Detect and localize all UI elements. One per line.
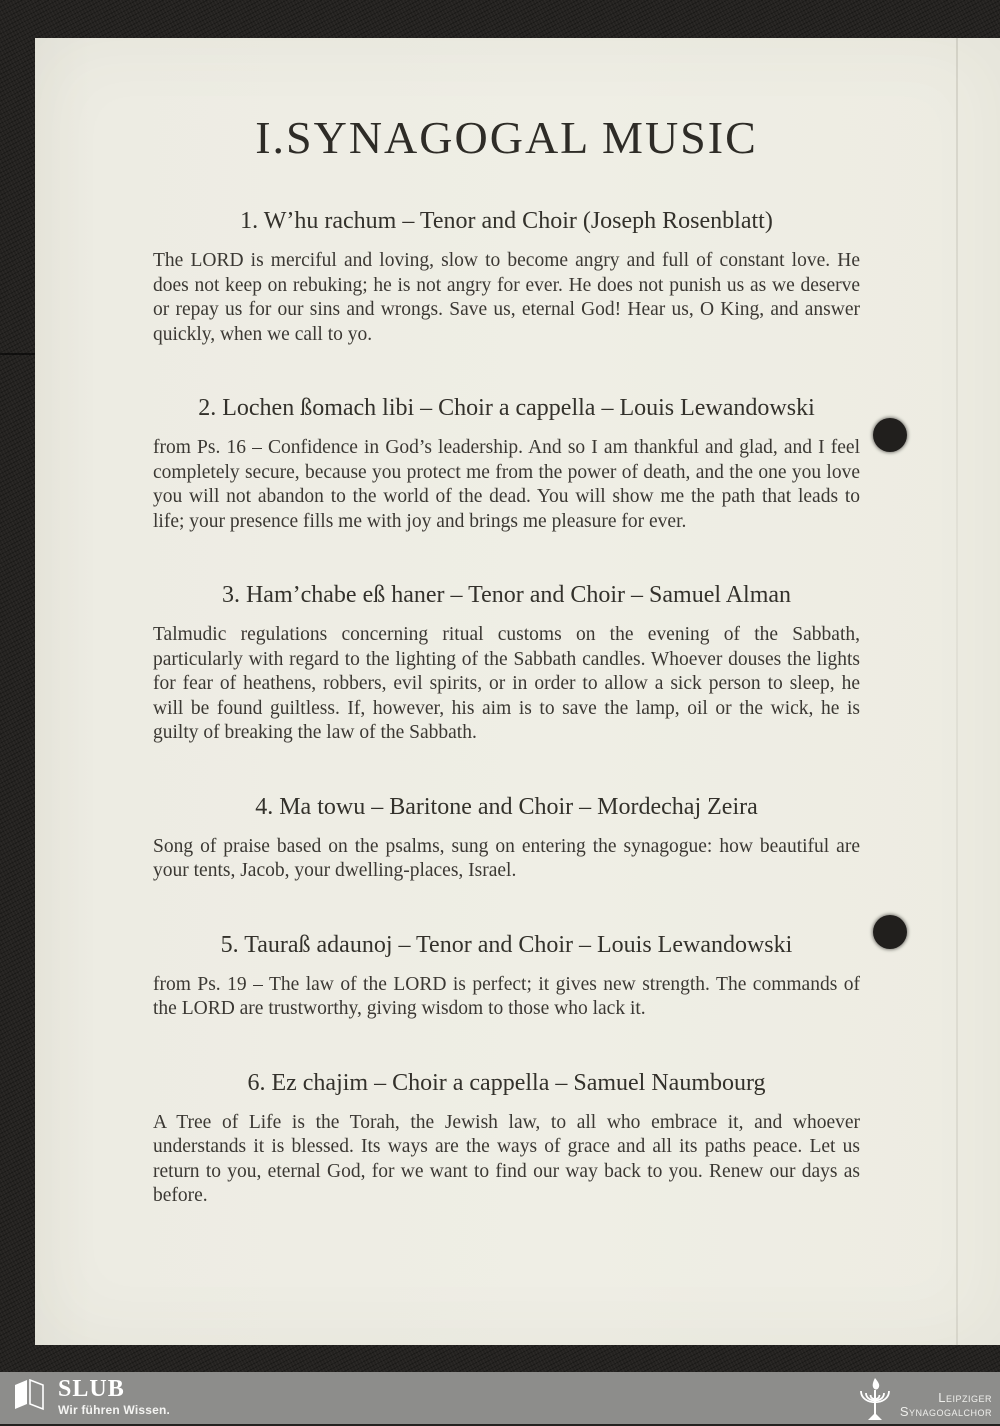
item-heading: 6. Ez chajim – Choir a cappella – Samuel Naumbourg (247, 1069, 766, 1096)
program-item-5 (153, 930, 860, 1022)
program-item-3 (153, 580, 860, 746)
item-heading: 1. W’hu rachum – Tenor and Choir (Joseph Rosenblatt) (240, 208, 773, 234)
program-item-4 (153, 792, 860, 884)
slub-logo-block (0, 1372, 170, 1417)
punch-hole-bottom (873, 915, 907, 949)
item-description: A Tree of Life is the Torah, the Jewish law, to all who embrace it, and whoever understands it is blessed. Its ways are the ways of grace and all its paths peace. Let us return to you, eternal God, for we want to find our way back to you. Renew our days as before. (153, 1111, 860, 1206)
punch-hole-top (873, 418, 907, 452)
slub-wordmark (58, 1378, 170, 1417)
item-heading: 2. Lochen ßomach libi – Choir a cappella – Louis Lewandowski (198, 395, 815, 421)
item-heading: 4. Ma towu – Baritone and Choir – Mordechaj Zeira (255, 793, 758, 820)
program-item-1 (153, 206, 860, 347)
open-book-icon (14, 1379, 44, 1411)
document-page (35, 38, 1000, 1345)
page-content (153, 38, 860, 1209)
item-description: The LORD is merciful and loving, slow to become angry and full of constant love. He does not keep on rebuking; he is not angry for ever. He does not punish us as we deserve or repay us for our sins and wrongs. Save us, eternal God! Hear us, O King, and answer quickly, when we call to yo. (153, 250, 860, 345)
page-title: I.SYNAGOGAL MUSIC (255, 112, 758, 163)
item-description: from Ps. 19 – The law of the LORD is perfect; it gives new strength. The commands of the LORD are trustworthy, giving wisdom to those who lack it. (153, 973, 860, 1019)
program-item-2 (153, 393, 860, 534)
slub-name: SLUB (58, 1376, 125, 1402)
choir-name (900, 1391, 992, 1422)
item-heading: 5. Tauraß adaunoj – Tenor and Choir – Louis Lewandowski (220, 931, 793, 958)
item-description: from Ps. 16 – Confidence in God’s leadership. And so I am thankful and glad, and I feel completely secure, because you protect me from the power of death, and the one you love you will not abandon to the world of the dead. You will show me the path that leads to life; your presence fills me with joy and brings me pleasure for ever. (153, 437, 860, 532)
item-description: Song of praise based on the psalms, sung on entering the synagogue: how beautiful are your tents, Jacob, your dwelling-places, Israel. (153, 835, 860, 881)
slub-tagline: Wir führen Wissen. (58, 1403, 171, 1417)
menorah-icon (852, 1376, 898, 1422)
item-heading: 3. Ham’chabe eß haner – Tenor and Choir – Samuel Alman (221, 582, 792, 608)
choir-logo-block (852, 1372, 1000, 1426)
scan-bed-seam (0, 353, 36, 355)
program-item-6 (153, 1068, 860, 1209)
choir-name-line2: Synagogalchor (899, 1404, 992, 1419)
choir-name-line1: Leipziger (938, 1390, 992, 1405)
page-crease (956, 38, 958, 1345)
footer-branding-bar (0, 1372, 1000, 1424)
item-description: Talmudic regulations concerning ritual customs on the evening of the Sabbath, particularly with regard to the lighting of the Sabbath candles. Whoever douses the lights for fear of heathens, robbers, evil spirits, or in order to allow a sick person to sleep, he will be found guiltless. If, however, his aim is to save the lamp, oil or the wick, he is guilty of breaking the law of the Sabbath. (153, 624, 860, 743)
